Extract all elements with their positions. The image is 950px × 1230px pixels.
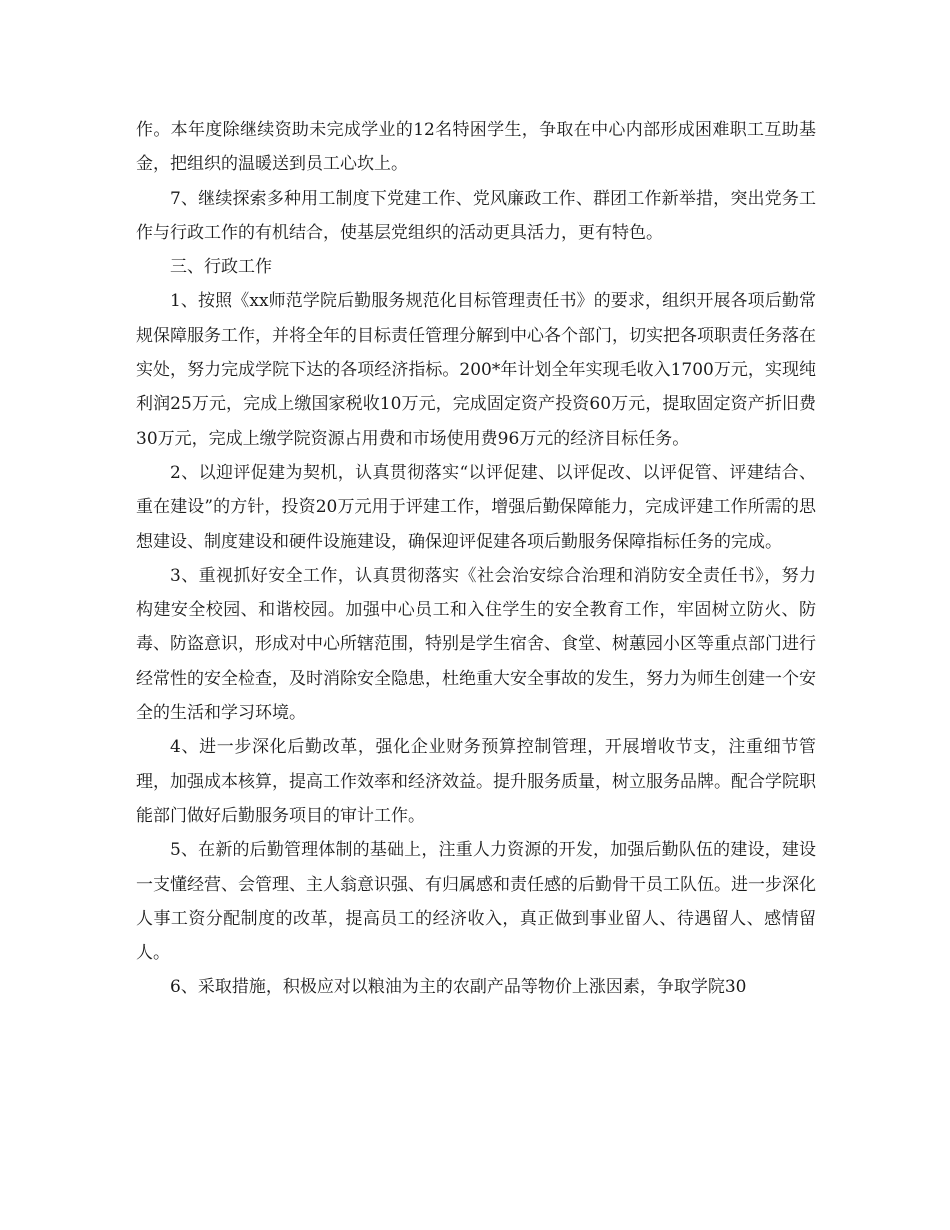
paragraph-continuation: 作。本年度除继续资助未完成学业的12名特困学生，争取在中心内部形成困难职工互助基金，把组织的温暖送到员工心坎上。: [136, 120, 816, 175]
paragraph-item-5: 5、在新的后勤管理体制的基础上，注重人力资源的开发，加强后勤队伍的建设，建设一支懂经营、会管理、主人翁意识强、有归属感和责任感的后勤骨干员工队伍。进一步深化人事工资分配制度的改革，提高员工的经济收入，真正做到事业留人、待遇留人、感情留人。: [136, 840, 816, 964]
paragraph-item-6: 6、采取措施，积极应对以粮油为主的农副产品等物价上涨因素，争取学院30: [170, 977, 747, 998]
paragraph-item-2: 2、以迎评促建为契机，认真贯彻落实“以评促建、以评促改、以评促管、评建结合、重在建设”的方针，投资20万元用于评建工作，增强后勤保障能力，完成评建工作所需的思想建设、制度建设和硬件设施建设，确保迎评促建各项后勤服务保障指标任务的完成。: [136, 462, 816, 552]
section-heading-administration: 三、行政工作: [170, 257, 272, 278]
paragraph-item-1: 1、按照《xx师范学院后勤服务规范化目标管理责任书》的要求，组织开展各项后勤常规保障服务工作，并将全年的目标责任管理分解到中心各个部门，切实把各项职责任务落在实处，努力完成学院下达的各项经济指标。200*年计划全年实现毛收入1700万元，实现纯利润25万元，完成上缴国家税收10万元，完成固定资产投资60万元，提取固定资产折旧费30万元，完成上缴学院资源占用费和市场使用费96万元的经济目标任务。: [136, 291, 816, 449]
document-body: [136, 113, 816, 1005]
paragraph-item-4: 4、进一步深化后勤改革，强化企业财务预算控制管理，开展增收节支，注重细节管理，加强成本核算，提高工作效率和经济效益。提升服务质量，树立服务品牌。配合学院职能部门做好后勤服务项目的审计工作。: [136, 737, 816, 826]
paragraph-item-3: 3、重视抓好安全工作，认真贯彻落实《社会治安综合治理和消防安全责任书》，努力构建安全校园、和谐校园。加强中心员工和入住学生的安全教育工作，牢固树立防火、防毒、防盗意识，形成对中心所辖范围，特别是学生宿舍、食堂、树蕙园小区等重点部门进行经常性的安全检查，及时消除安全隐患，杜绝重大安全事故的发生，努力为师生创建一个安全的生活和学习环境。: [136, 565, 816, 724]
paragraph-item-7: 7、继续探索多种用工制度下党建工作、党风廉政工作、群团工作新举措，突出党务工作与行政工作的有机结合，使基层党组织的活动更具活力，更有特色。: [136, 188, 816, 243]
